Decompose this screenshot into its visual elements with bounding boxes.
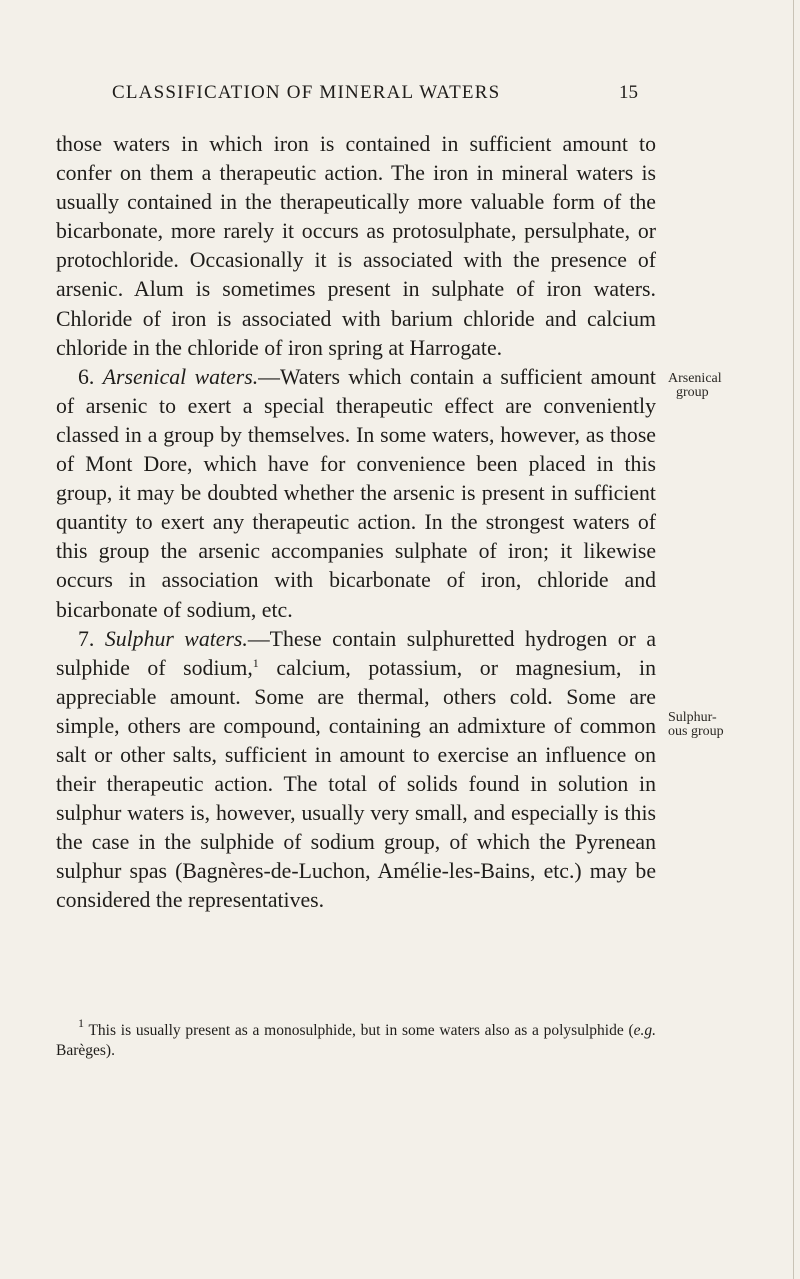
footnote-eg: e.g. [633, 1022, 656, 1039]
margin-note-line: ous group [668, 724, 724, 739]
section-number: 7. [78, 626, 95, 651]
footnote [56, 1016, 656, 1061]
paragraph-text: —Waters which contain a sufficient amount of arsenic to exert a special therapeutic effect are conveniently classed in a group by themselves. In some waters, however, as those of Mont Dore, which have for convenience been placed in this group, it may be doubted whether the arsenic is present in sufficient quantity to exert any therapeutic action. In the strongest waters of this group the arsenic accompanies sulphate of iron; it likewise occurs in association with bicarbonate of iron, chloride and bicarbonate of sodium, etc. [56, 364, 656, 622]
footnote-mark: 1 [78, 1016, 84, 1030]
paragraph-text: calcium, potassium, or magnesium, in appreciable amount. Some are thermal, others cold. Some are simple, others are compound, containing an admixture of common salt or other salts, sufficient in amount to exercise an influence on their therapeutic action. The total of solids found in solution in sulphur waters is, however, usually very small, and especially is this the case in the sulphide of sodium group, of which the Pyrenean sulphur spas (Bagnères-de-Luchon, Amélie-les-Bains, etc.) may be considered the representatives. [56, 655, 656, 913]
page-edge-divider [793, 0, 794, 1279]
running-title: CLASSIFICATION OF MINERAL WATERS [112, 82, 501, 103]
margin-note-line: group [676, 385, 709, 400]
paragraph-arsenical [56, 363, 656, 625]
page-number: 15 [619, 82, 638, 103]
section-heading-sulphur: Sulphur waters. [104, 626, 248, 651]
body-text [56, 130, 656, 916]
margin-note-line: Arsenical [668, 371, 722, 386]
footnote-reference[interactable]: 1 [252, 655, 259, 670]
paragraph-sulphur [56, 625, 656, 916]
paragraph-text: —These contain sulphuretted hydrogen or a sulphide of sodium, [56, 626, 657, 680]
paragraph-iron-continued: those waters in which iron is contained in sufficient amount to confer on them a therapeutic action. The iron in mineral waters is usually contained in the therapeutically more valuable form of the bicarbonate, more rarely it occurs as protosulphate, persulphate, or protochloride. Occasionally it is associated with the presence of arsenic. Alum is sometimes present in sulphate of iron waters. Chloride of iron is associated with barium chloride and calcium chloride in the chloride of iron spring at Harrogate. [56, 132, 656, 360]
footnote-text: $^1$ This is usually present as a monosulphide, but in some waters also as a polysulphide (e.g. Barèges). [56, 1016, 656, 1059]
margin-note-sulphurous [668, 711, 748, 739]
section-heading-arsenical: Arsenical waters. [102, 364, 259, 389]
margin-note-arsenical [668, 372, 748, 400]
running-header [112, 82, 638, 104]
section-number: 6. [78, 364, 95, 389]
margin-note-line: Sulphur- [668, 710, 717, 725]
